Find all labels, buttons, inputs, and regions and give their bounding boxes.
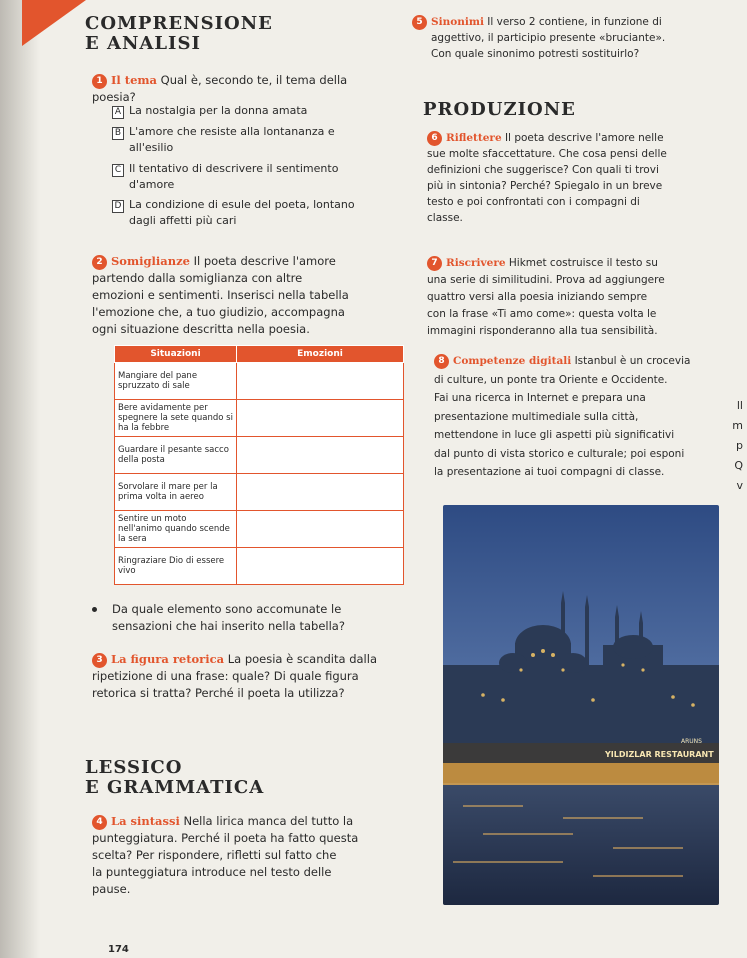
situation-cell: Mangiare del pane spruzzato di sale [115,363,237,400]
section-title-comprensione: COMPRENSIONE E ANALISI [85,13,273,54]
margin-text-stubs: ll m p Q v [732,399,743,492]
section-title-produzione: PRODUZIONE [423,99,576,120]
option-c[interactable]: C Il tentativo di descrivere il sentimento d'amore [112,161,338,192]
istanbul-photo [443,505,719,905]
exercise-7: 7 Riscrivere Hikmet costruisce il testo su una serie di similitudini. Prova ad aggiungere quattro versi alla poesia iniziando sempre con la frase «Ti amo come»: questa volta le immagini risponderanno alla tua sensibilità. [427,257,665,337]
emotion-cell[interactable] [237,474,404,511]
exercise-6: 6 Riflettere Il poeta descrive l'amore nelle sue molte sfaccettature. Che cosa pensi delle definizioni che suggerisce? Con quali ti trovi più in sintonia? Perché? Spiegalo in un breve testo e poi confrontati con i compagni di classe. [427,132,667,224]
exercise-keyword: Il tema [111,73,157,87]
restaurant-sign: YILDIZLAR RESTAURANT [605,750,714,759]
emotion-cell[interactable] [237,400,404,437]
exercise-keyword: La figura retorica [111,652,225,666]
exercise-number: 5 [412,15,427,30]
table-row [115,363,404,400]
table-row [115,474,404,511]
bullet-dot [92,607,97,612]
exercise-2-question: Da quale elemento sono accomunate le sensazioni che hai inserito nella tabella? [112,602,345,633]
exercise-keyword: Somiglianze [111,254,190,268]
table-row [115,400,404,437]
exercise-2: 2 Somiglianze Il poeta descrive l'amore partendo dalla somiglianza con altre emozioni e sentimenti. Inserisci nella tabella l'emozione che, a tuo giudizio, accompagna ogni situazione descritta nella poesia. [92,254,349,336]
exercise-5: 5 Sinonimi Il verso 2 contiene, in funzione di aggettivo, il participio presente «bruciante». Con quale sinonimo potresti sostituirlo? [412,14,737,62]
exercise-number: 8 [434,354,449,369]
emotion-cell[interactable] [237,511,404,548]
option-b[interactable]: B L'amore che resiste alla lontananza e all'esilio [112,124,335,155]
exercise-1: 1 Il tema Qual è, secondo te, il tema della poesia? [92,73,348,104]
exercise-number: 4 [92,815,107,830]
situation-cell: Sorvolare il mare per la prima volta in aereo [115,474,237,511]
exercise-keyword: Sinonimi [431,16,484,28]
book-spine-shadow [0,0,40,958]
option-d[interactable]: D La condizione di esule del poeta, lontano dagli affetti più cari [112,197,355,228]
exercise-number: 7 [427,256,442,271]
exercise-8: 8 Competenze digitali Istanbul è un crocevia di culture, un ponte tra Oriente e Occidente. Fai una ricerca in Internet e prepara una presentazione multimediale sulla città, mettendone in luce gli aspetti più significativi dal punto di vista storico e culturale; poi esponi la presentazione ai tuoi compagni di classe. [434,355,691,478]
situation-cell: Ringraziare Dio di essere vivo [115,548,237,585]
bosphorus-water [443,785,719,905]
exercise-number: 2 [92,255,107,270]
small-sign: ARUNS [681,738,702,745]
situation-cell: Guardare il pesante sacco della posta [115,437,237,474]
table-row [115,437,404,474]
option-a[interactable]: A La nostalgia per la donna amata [112,103,307,119]
istanbul-night-scene [443,505,719,905]
table-header-emozioni: Emozioni [237,346,404,363]
option-letter: D [112,200,124,213]
exercise-keyword: Riflettere [446,132,502,144]
table-header-situazioni: Situazioni [115,346,237,363]
section-title-lessico: LESSICO E GRAMMATICA [85,757,265,798]
exercise-number: 3 [92,653,107,668]
situations-emotions-table [114,345,404,585]
exercise-3: 3 La figura retorica La poesia è scandita dalla ripetizione di una frase: quale? Di quale figura retorica si tratta? Perché il poeta la utilizza? [92,652,377,700]
page-number: 174 [108,944,129,955]
exercise-keyword: Riscrivere [446,257,506,269]
situation-cell: Bere avidamente per spegnere la sete quando si ha la febbre [115,400,237,437]
table-row [115,548,404,585]
exercise-keyword: La sintassi [111,814,180,828]
orange-corner-tab [22,0,86,46]
emotion-cell[interactable] [237,363,404,400]
emotion-cell[interactable] [237,437,404,474]
exercise-keyword: Competenze digitali [453,355,572,367]
exercise-number: 1 [92,74,107,89]
emotion-cell[interactable] [237,548,404,585]
situation-cell: Sentire un moto nell'animo quando scende la sera [115,511,237,548]
option-letter: C [112,164,124,177]
option-letter: B [112,127,124,140]
option-letter: A [112,106,124,119]
exercise-4: 4 La sintassi Nella lirica manca del tutto la punteggiatura. Perché il poeta ha fatto questa scelta? Per rispondere, rifletti sul fatto che la punteggiatura introduce nel testo delle pause. [92,814,359,896]
exercise-number: 6 [427,131,442,146]
table-row [115,511,404,548]
